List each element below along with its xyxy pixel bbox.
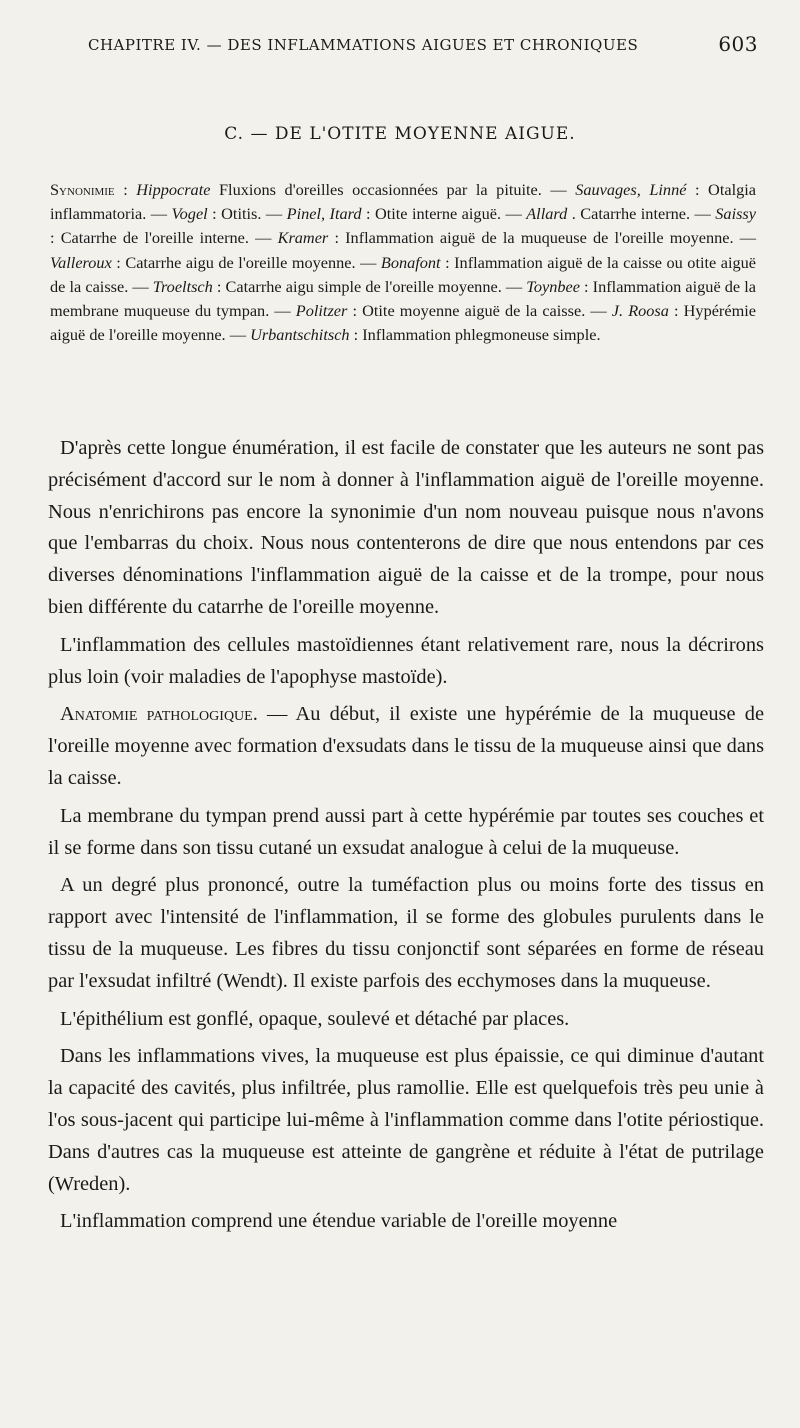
synonym-text: : Otitis. — [207,204,287,224]
synonymie-block [50,178,756,347]
section-title: C. — DE L'OTITE MOYENNE AIGUE. [224,124,576,144]
synonym-text: : Inflammation aiguë de la membrane muqueuse du tympan. — [50,276,757,321]
synonym-text: Fluxions d'oreilles occasionnées par la pituite. — [210,180,576,199]
rubric-label: Anatomie pathologique. [60,703,258,726]
synonym-text: : Inflammation aiguë de la caisse ou otite aiguë de la caisse. — [50,252,757,296]
paragraph: La membrane du tympan prend aussi part à cette hypérémie par toutes ses couches et il se forme dans son tissu cutané un exsudat analogue à celui de la muqueuse. [48,804,764,859]
paragraph [48,699,764,794]
synonym-text: : Hypérémie aiguë de l'oreille moyenne. — [50,301,756,345]
synonym-text: . Catarrhe interne. — [567,204,716,224]
synonymie-label: Synonimie : [50,180,128,199]
running-title: CHAPITRE IV. — DES INFLAMMATIONS AIGUES ET CHRONIQUES [88,36,639,54]
synonym-text: : Otite moyenne aiguë de la caisse. — [347,301,612,321]
author-name: Bonafont [380,252,441,272]
author-name: J. Roosa [611,301,669,321]
author-name: Toynbee [526,276,580,296]
paragraph: D'après cette longue énumération, il est facile de constater que les auteurs ne sont pas précisément d'accord sur le nom à donner à l'inflammation aiguë de l'oreille moyenne. Nous n'enrichirons pas encore la synonimie d'un nom nouveau puisque nous n'avons que l'embarras du choix. Nous nous contenterons de dire que nous entendons par ces diverses dénominations l'inflammation aiguë de la caisse et de la trompe, pour nous bien différente du catarrhe de l'oreille moyenne. [48,437,764,618]
synonym-text: : Inflammation aiguë de la muqueuse de l'oreille moyenne. — [328,228,756,248]
paragraph: L'épithélium est gonflé, opaque, soulevé et détaché par places. [60,1007,570,1030]
paragraph: L'inflammation comprend une étendue variable de l'oreille moyenne [60,1210,618,1233]
paragraph: Dans les inflammations vives, la muqueuse est plus épaissie, ce qui diminue d'autant la capacité des cavités, plus infiltrée, plus ramollie. Elle est quelquefois très peu unie à l'os sous-jacent qui participe lui-même à l'inflammation comme dans l'otite périostique. Dans d'autres cas la muqueuse est atteinte de gangrène et réduite à l'état de putrilage (Wreden). [48,1045,764,1195]
author-name: Sauvages, Linné [575,180,687,199]
paragraph: A un degré plus prononcé, outre la tuméfaction plus ou moins forte des tissus en rapport avec l'intensité de l'inflammation, il se forme des globules purulents dans le tissu de la muqueuse. Les fibres du tissu conjonctif sont séparées en forme de réseau par l'exsudat infiltré (Wendt). Il existe parfois des ecchymoses dans la muqueuse. [48,874,764,992]
paragraph-text: — Au début, il existe une hypérémie de la muqueuse de l'oreille moyenne avec formation d'exsudats dans le tissu de la muqueuse ainsi que dans la caisse. [48,703,765,789]
body-text [48,433,764,1244]
synonym-text: : Catarrhe de l'oreille interne. — [50,228,278,248]
author-name: Urbantschitsch [250,325,350,345]
synonym-text: : Otite interne aiguë. — [361,204,527,224]
synonym-text: : Catarrhe aigu simple de l'oreille moyenne. — [212,276,527,296]
author-name: Kramer [277,228,329,248]
author-name: Hippocrate [136,180,211,199]
author-name: Vogel [171,204,208,224]
running-head [88,30,758,62]
synonym-text: : Catarrhe aigu de l'oreille moyenne. — [111,252,381,272]
page-number: 603 [718,32,758,56]
author-name: Politzer [295,301,348,321]
synonym-text: : Inflammation phlegmoneuse simple. [349,325,601,345]
author-name: Valleroux [50,252,112,272]
author-name: Pinel, Itard [286,204,362,224]
author-name: Troeltsch [152,276,213,296]
author-name: Saissy [715,204,756,224]
author-name: Allard [526,204,568,224]
synonym-text: : Otalgia inflammatoria. — [50,180,756,224]
paragraph: L'inflammation des cellules mastoïdiennes étant relativement rare, nous la décrirons plus loin (voir maladies de l'apophyse mastoïde). [48,633,764,688]
